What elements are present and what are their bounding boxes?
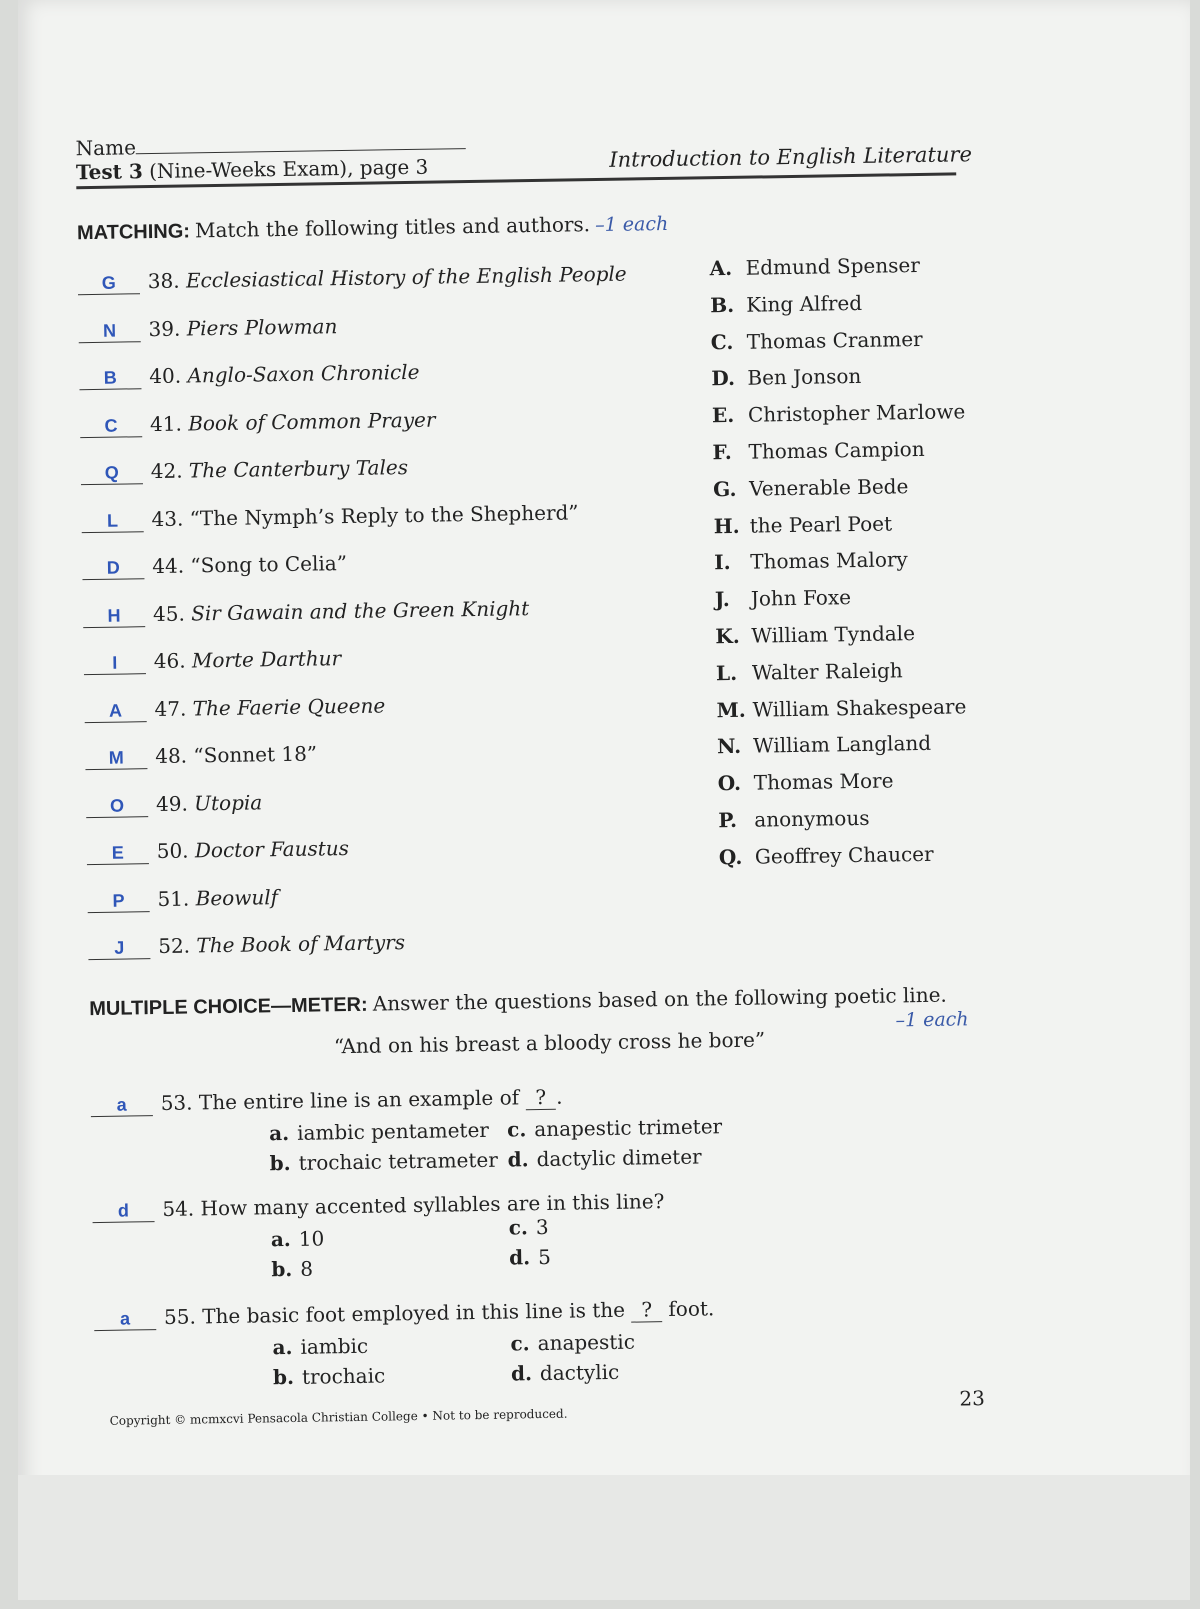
item-number: 39. (148, 316, 181, 341)
item-title: “Sonnet 18” (193, 741, 318, 768)
mc-points: –1 each (895, 1008, 969, 1032)
author-name: Geoffrey Chaucer (754, 841, 934, 869)
answer-blank[interactable]: D (82, 557, 144, 580)
author-option (716, 694, 966, 722)
course-title: Introduction to English Literature (609, 142, 973, 172)
author-option (718, 806, 870, 832)
author-option (709, 253, 920, 280)
answer-blank[interactable]: a (94, 1308, 156, 1331)
author-option (719, 842, 934, 869)
item-title: Book of Common Prayer (188, 407, 436, 435)
item-title: Sir Gawain and the Green Knight (190, 595, 530, 625)
item-title: Piers Plowman (186, 313, 338, 340)
author-letter: A. (709, 255, 733, 281)
option-letter: a. (269, 1120, 290, 1146)
author-name: King Alfred (746, 290, 863, 317)
option-letter: a. (272, 1334, 293, 1360)
option-letter: c. (506, 1117, 527, 1142)
author-letter: J. (714, 587, 730, 612)
answer-option (509, 1215, 549, 1240)
question-blank: ? (525, 1085, 556, 1110)
item-title: The Faerie Queene (192, 692, 386, 720)
option-text: 10 (298, 1226, 325, 1251)
question-number: 54. (162, 1196, 195, 1221)
author-name: anonymous (754, 805, 870, 832)
item-title: “Song to Celia” (190, 551, 348, 578)
option-text: trochaic tetrameter (298, 1147, 499, 1175)
author-name: Ben Jonson (747, 364, 862, 391)
answer-option (510, 1330, 635, 1356)
item-number: 45. (152, 601, 186, 626)
answer-blank[interactable]: M (85, 747, 147, 770)
author-letter: O. (717, 771, 742, 796)
author-option (715, 585, 851, 611)
matching-item (78, 314, 337, 348)
matching-item (84, 646, 342, 680)
option-text: 5 (537, 1244, 552, 1270)
matching-item (78, 262, 627, 301)
answer-blank[interactable]: E (87, 842, 149, 865)
item-title: Doctor Faustus (194, 836, 350, 863)
author-letter: L. (715, 660, 738, 686)
answer-option (509, 1245, 551, 1270)
test-subtitle: (Nine-Weeks Exam), page 3 (148, 154, 429, 184)
item-title: Ecclesiastical History of the English People (185, 261, 627, 293)
answer-blank[interactable]: a (91, 1094, 153, 1117)
item-number: 50. (156, 838, 189, 864)
author-option (715, 621, 915, 648)
name-label: Name (75, 135, 137, 161)
option-text: iambic (300, 1333, 369, 1359)
option-text: 3 (535, 1214, 549, 1240)
answer-option (507, 1145, 701, 1172)
question-text-after: . (555, 1084, 563, 1109)
author-option (711, 364, 861, 390)
option-text: trochaic (301, 1363, 386, 1389)
author-letter: B. (710, 292, 735, 318)
answer-blank[interactable]: d (92, 1200, 154, 1223)
answer-option (271, 1226, 325, 1251)
option-text: dactylic (539, 1359, 620, 1386)
author-option (713, 474, 909, 501)
mc-question (94, 1296, 715, 1331)
mc-question (92, 1189, 664, 1223)
copyright: Copyright © mcmxcvi Pensacola Christian College • Not to be reproduced. (109, 1406, 568, 1428)
answer-option (272, 1334, 368, 1359)
matching-heading-line (77, 211, 669, 245)
item-title: Morte Darthur (191, 646, 342, 673)
answer-blank[interactable]: G (78, 272, 140, 295)
question-text: The basic foot employed in this line is the (202, 1297, 626, 1329)
item-title: Anglo-Saxon Chronicle (187, 359, 420, 388)
answer-blank[interactable]: C (80, 415, 142, 438)
matching-heading: MATCHING: (76, 220, 191, 245)
author-name: William Tyndale (751, 621, 916, 648)
item-number: 41. (149, 411, 183, 436)
poetic-line: “And on his breast a bloody cross he bore” (333, 1027, 766, 1059)
author-letter: E. (711, 403, 735, 428)
answer-option (511, 1360, 620, 1386)
page-number: 23 (959, 1386, 986, 1411)
mc-heading: MULTIPLE CHOICE—METER: (89, 993, 368, 1021)
matching-item (79, 360, 420, 395)
item-title: The Canterbury Tales (188, 455, 409, 483)
option-letter: b. (271, 1256, 293, 1282)
author-name: the Pearl Poet (749, 511, 893, 538)
worksheet-page (18, 0, 1190, 1600)
item-number: 43. (151, 506, 184, 531)
matching-instruction: Match the following titles and authors. (194, 212, 591, 243)
author-name: Walter Raleigh (751, 658, 903, 685)
option-letter: d. (507, 1147, 529, 1172)
author-letter: K. (715, 623, 740, 649)
mc-question (91, 1085, 563, 1117)
author-name: Thomas Malory (750, 547, 908, 575)
option-text: iambic pentameter (296, 1117, 490, 1145)
name-field-line[interactable] (136, 148, 466, 154)
matching-item (82, 551, 347, 585)
author-letter: D. (711, 366, 736, 391)
answer-blank[interactable]: O (86, 795, 148, 818)
author-option (717, 731, 931, 758)
question-text: The entire line is an example of (198, 1085, 520, 1115)
item-title: The Book of Martyrs (196, 930, 406, 958)
author-option (716, 658, 903, 685)
author-option (718, 769, 894, 796)
matching-item (83, 596, 530, 633)
answer-blank[interactable]: Q (81, 462, 143, 485)
author-name: John Foxe (750, 585, 852, 611)
answer-option (507, 1114, 722, 1141)
option-letter: d. (510, 1361, 533, 1386)
question-text: How many accented syllables are in this line? (200, 1189, 665, 1221)
answer-option (273, 1364, 386, 1390)
author-letter: N. (716, 734, 742, 759)
author-name: William Langland (752, 731, 932, 759)
item-title: Beowulf (195, 884, 279, 910)
question-number: 55. (163, 1304, 197, 1329)
answer-blank[interactable]: I (84, 652, 146, 675)
answer-blank[interactable]: J (88, 937, 150, 960)
matching-item (80, 407, 436, 443)
author-option (712, 399, 966, 427)
author-option (712, 437, 924, 464)
test-title (76, 155, 429, 185)
author-name: William Shakespeare (752, 693, 967, 722)
option-text: anapestic trimeter (534, 1114, 723, 1142)
matching-item (87, 836, 350, 870)
author-letter: F. (712, 439, 732, 465)
answer-blank[interactable]: N (78, 320, 140, 343)
test-number: Test 3 (75, 159, 143, 185)
matching-points: –1 each (594, 212, 669, 237)
option-text: 8 (300, 1256, 314, 1281)
item-number: 46. (153, 648, 186, 674)
author-option (714, 511, 893, 538)
matching-item (81, 455, 409, 490)
author-letter: Q. (718, 844, 743, 869)
option-letter: c. (510, 1331, 530, 1356)
matching-item (87, 885, 278, 918)
answer-blank[interactable]: L (81, 510, 143, 533)
matching-item (84, 693, 385, 728)
answer-blank[interactable]: P (87, 890, 149, 913)
author-option (710, 291, 862, 317)
option-text: anapestic (537, 1329, 636, 1356)
author-name: Edmund Spenser (745, 252, 920, 280)
author-letter: H. (713, 513, 740, 538)
answer-blank[interactable]: B (79, 367, 141, 390)
question-number: 53. (160, 1090, 193, 1115)
matching-item (85, 742, 317, 776)
item-title: “The Nymph’s Reply to the Shepherd” (189, 499, 579, 530)
item-number: 44. (152, 553, 185, 579)
author-name: Thomas Campion (748, 436, 925, 464)
author-name: Venerable Bede (748, 473, 909, 501)
option-letter: b. (269, 1150, 291, 1176)
answer-option (269, 1148, 498, 1176)
item-number: 51. (157, 886, 190, 911)
author-option (714, 548, 908, 575)
author-name: Thomas Cranmer (746, 326, 923, 354)
page-content (6, 0, 1200, 1609)
answer-option (271, 1257, 313, 1282)
author-letter: G. (712, 476, 737, 502)
item-number: 40. (149, 363, 182, 389)
option-letter: c. (508, 1215, 529, 1240)
option-text: dactylic dimeter (536, 1144, 702, 1172)
author-letter: M. (716, 697, 746, 722)
mc-instruction: Answer the questions based on the following poetic line. (372, 982, 947, 1016)
answer-blank[interactable]: A (84, 700, 146, 723)
author-option (711, 327, 923, 354)
item-number: 47. (154, 696, 187, 721)
author-name: Thomas More (753, 768, 894, 795)
answer-option (269, 1118, 489, 1145)
option-letter: b. (272, 1364, 295, 1390)
author-letter: C. (710, 329, 734, 354)
matching-item (81, 500, 578, 538)
item-title: Utopia (193, 789, 263, 815)
mc-heading-line (89, 983, 947, 1021)
author-letter: I. (714, 550, 731, 575)
matching-item (88, 930, 405, 965)
option-letter: a. (270, 1226, 291, 1252)
item-number: 52. (158, 933, 191, 959)
item-number: 48. (155, 743, 188, 769)
question-blank: ? (631, 1297, 662, 1322)
option-letter: d. (508, 1245, 531, 1270)
item-number: 42. (150, 458, 183, 484)
question-text-after: foot. (668, 1296, 715, 1322)
author-letter: P. (718, 807, 738, 833)
answer-blank[interactable]: H (83, 605, 145, 628)
author-name: Christopher Marlowe (747, 399, 966, 427)
item-number: 49. (155, 791, 188, 816)
matching-item (86, 790, 263, 823)
item-number: 38. (147, 268, 180, 294)
